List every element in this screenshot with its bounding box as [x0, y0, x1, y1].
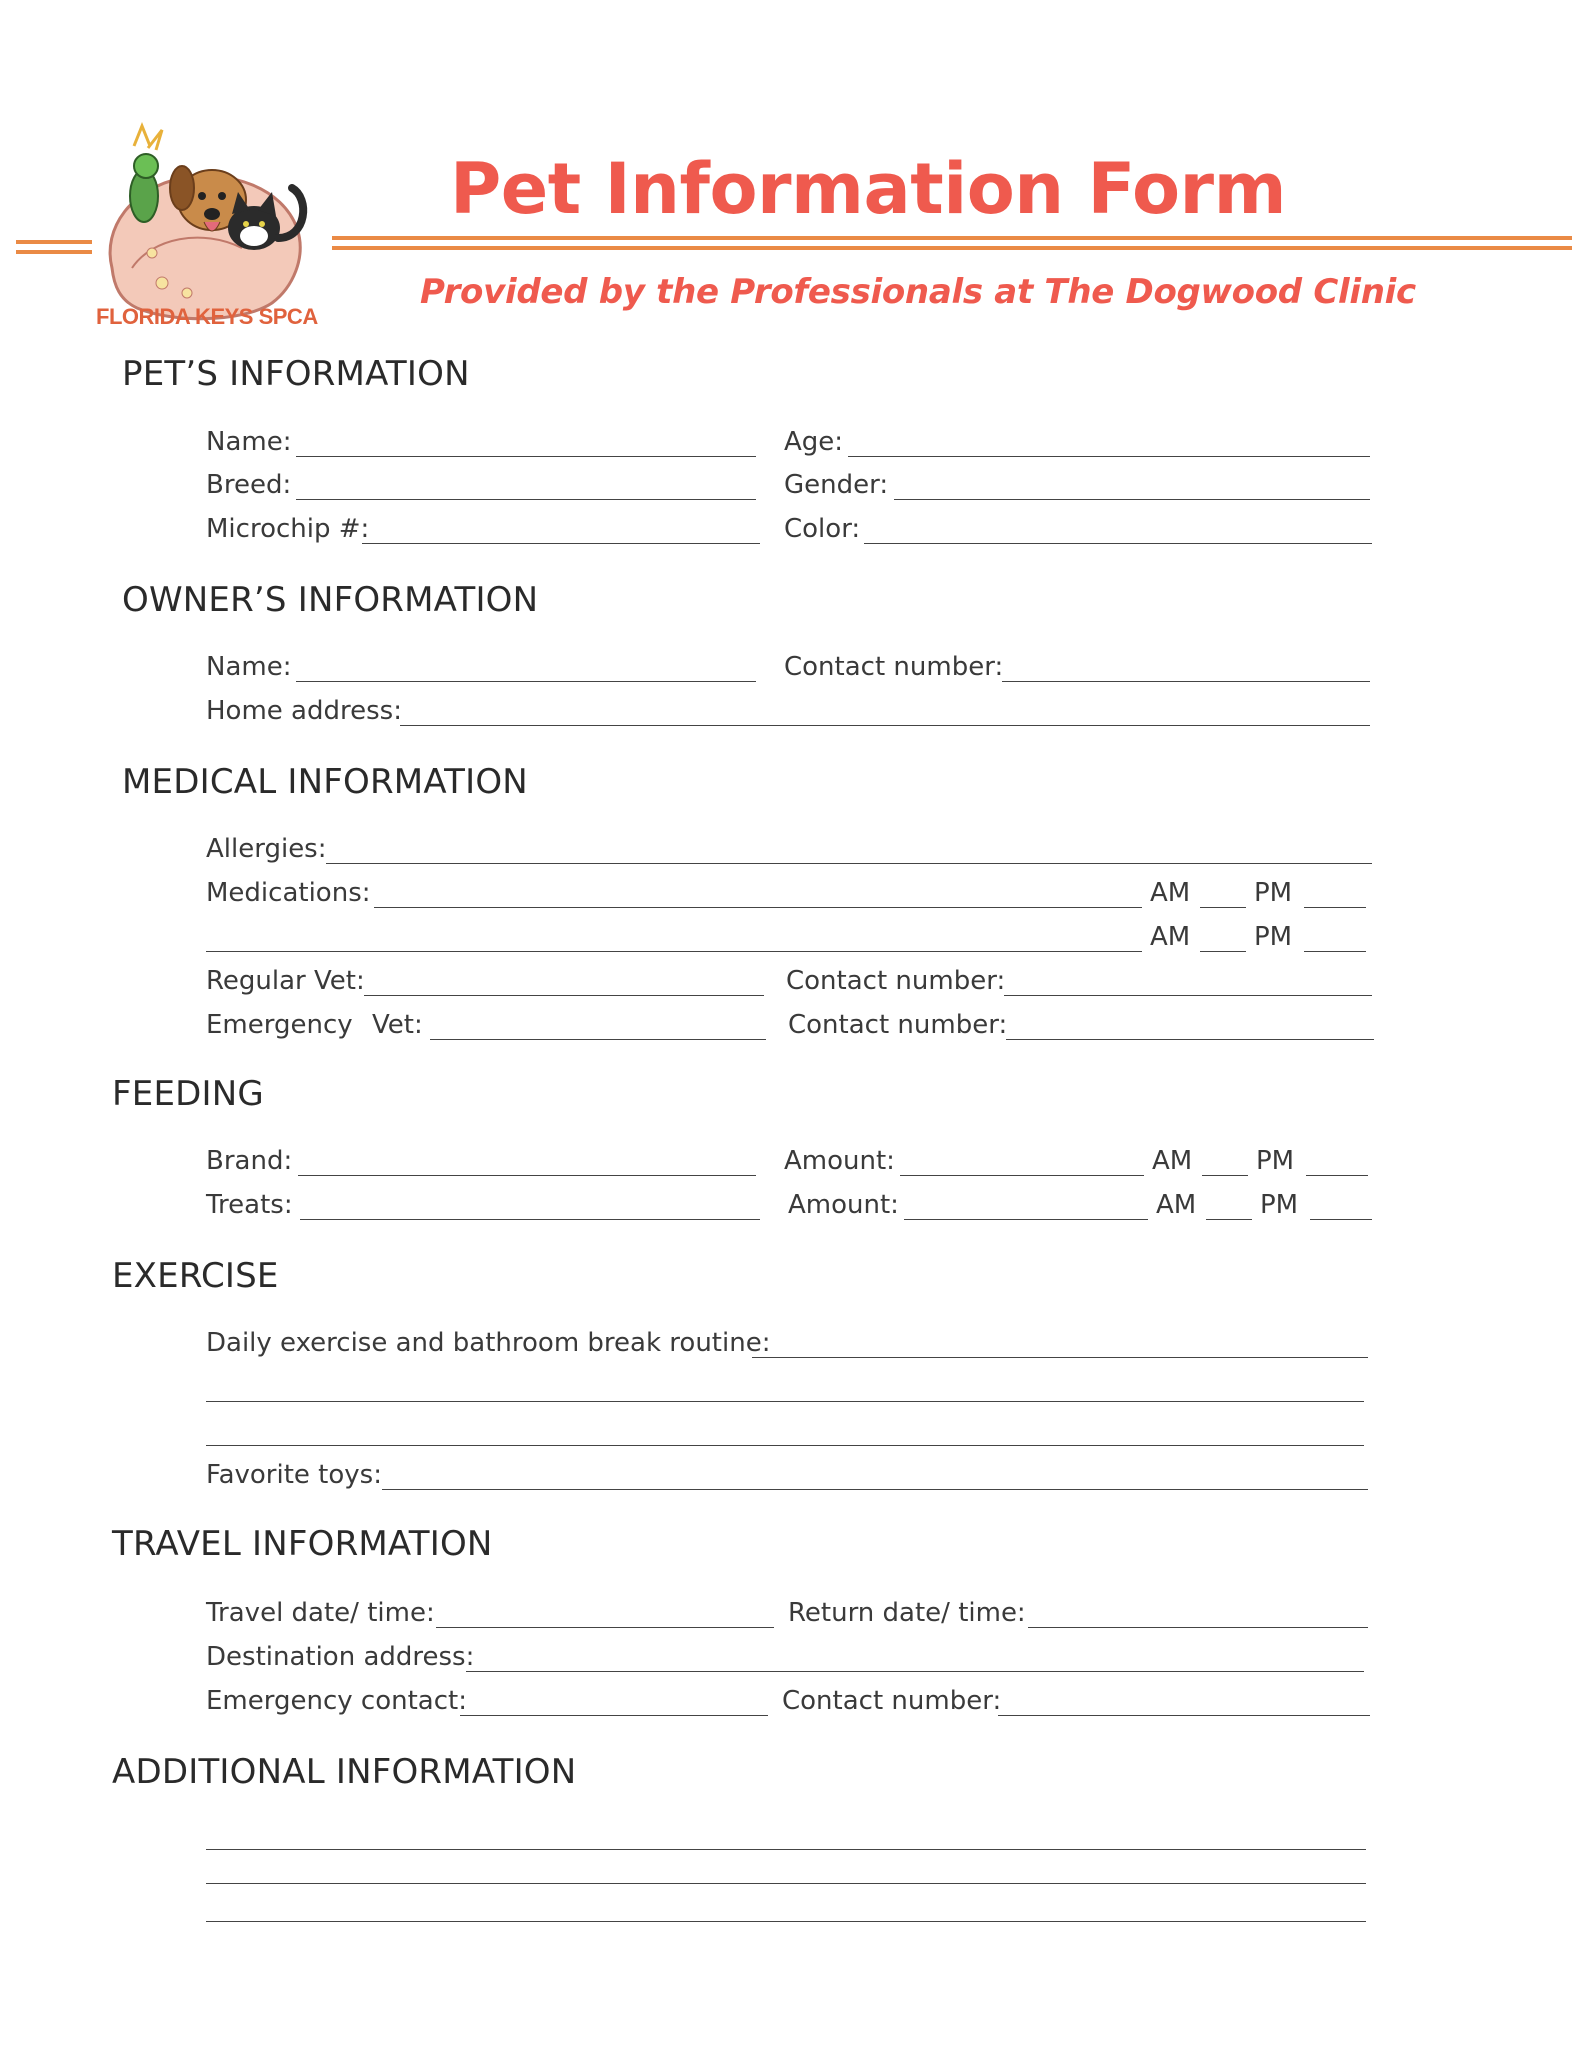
- travel-contact-label: Contact number:: [782, 1686, 1002, 1716]
- emergency-contact-field[interactable]: [460, 1715, 768, 1716]
- regular-vet-label: Regular Vet:: [206, 966, 365, 996]
- emergency-vet-label: Emergency: [206, 1010, 353, 1040]
- medication-pm-label-1: PM: [1254, 878, 1293, 908]
- pet-breed-field[interactable]: [296, 499, 756, 500]
- header-rule-right-2: [332, 246, 1572, 250]
- brand-label: Brand:: [206, 1146, 293, 1176]
- favorite-toys-label: Favorite toys:: [206, 1460, 382, 1490]
- header-rule-right-1: [332, 236, 1572, 240]
- pet-age-field[interactable]: [848, 456, 1370, 457]
- medications-field-2[interactable]: [206, 951, 1142, 952]
- medication-am-field-1[interactable]: [1200, 907, 1246, 908]
- treats-label: Treats:: [206, 1190, 293, 1220]
- pet-gender-field[interactable]: [894, 499, 1370, 500]
- treats-am-field[interactable]: [1206, 1219, 1252, 1220]
- allergies-label: Allergies:: [206, 834, 327, 864]
- medications-field-1[interactable]: [374, 907, 1142, 908]
- logo-text: FLORIDA KEYS SPCA: [96, 304, 318, 329]
- medication-am-label-1: AM: [1150, 878, 1191, 908]
- brand-am-field[interactable]: [1202, 1175, 1248, 1176]
- brand-pm-label: PM: [1256, 1146, 1295, 1176]
- allergies-field[interactable]: [326, 863, 1372, 864]
- brand-amount-field[interactable]: [900, 1175, 1144, 1176]
- header-rule-left-2: [16, 250, 92, 254]
- treats-amount-label: Amount:: [788, 1190, 899, 1220]
- additional-field-2[interactable]: [206, 1883, 1366, 1884]
- travel-date-field[interactable]: [436, 1627, 774, 1628]
- owner-name-label: Name:: [206, 652, 292, 682]
- medication-pm-field-2[interactable]: [1304, 951, 1366, 952]
- exercise-routine-field-3[interactable]: [206, 1445, 1364, 1446]
- pet-name-label: Name:: [206, 427, 292, 457]
- travel-contact-field[interactable]: [998, 1715, 1370, 1716]
- brand-field[interactable]: [298, 1175, 756, 1176]
- medication-am-label-2: AM: [1150, 922, 1191, 952]
- treats-field[interactable]: [300, 1219, 760, 1220]
- section-heading-exercise: EXERCISE: [112, 1256, 279, 1296]
- regular-vet-field[interactable]: [364, 995, 764, 996]
- pet-color-field[interactable]: [864, 543, 1372, 544]
- section-heading-medical: MEDICAL INFORMATION: [122, 762, 528, 802]
- brand-am-label: AM: [1152, 1146, 1193, 1176]
- owner-name-field[interactable]: [296, 681, 756, 682]
- emergency-contact-label: Emergency contact:: [206, 1686, 467, 1716]
- brand-amount-label: Amount:: [784, 1146, 895, 1176]
- owner-address-field[interactable]: [400, 725, 1370, 726]
- additional-field-3[interactable]: [206, 1921, 1366, 1922]
- emergency-vet-label-2: Vet:: [372, 1010, 423, 1040]
- destination-label: Destination address:: [206, 1642, 475, 1672]
- pet-breed-label: Breed:: [206, 470, 292, 500]
- owner-contact-label: Contact number:: [784, 652, 1004, 682]
- medications-label: Medications:: [206, 878, 371, 908]
- pet-microchip-field[interactable]: [362, 543, 760, 544]
- treats-amount-field[interactable]: [904, 1219, 1148, 1220]
- pet-microchip-label: Microchip #:: [206, 514, 370, 544]
- regular-vet-contact-label: Contact number:: [786, 966, 1006, 996]
- return-date-field[interactable]: [1028, 1627, 1368, 1628]
- section-heading-pet: PET’S INFORMATION: [122, 354, 470, 394]
- section-heading-feeding: FEEDING: [112, 1074, 264, 1114]
- owner-contact-field[interactable]: [1002, 681, 1370, 682]
- section-heading-additional: ADDITIONAL INFORMATION: [112, 1752, 577, 1792]
- emergency-vet-field[interactable]: [430, 1039, 766, 1040]
- page-subtitle: Provided by the Professionals at The Dogwood Clinic: [420, 272, 1416, 312]
- pet-color-label: Color:: [784, 514, 861, 544]
- medication-am-field-2[interactable]: [1200, 951, 1246, 952]
- pet-age-label: Age:: [784, 427, 844, 457]
- header-rule-left-1: [16, 240, 92, 244]
- section-heading-travel: TRAVEL INFORMATION: [112, 1524, 493, 1564]
- brand-pm-field[interactable]: [1306, 1175, 1368, 1176]
- regular-vet-contact-field[interactable]: [1004, 995, 1372, 996]
- treats-pm-field[interactable]: [1310, 1219, 1372, 1220]
- treats-pm-label: PM: [1260, 1190, 1299, 1220]
- return-date-label: Return date/ time:: [788, 1598, 1026, 1628]
- treats-am-label: AM: [1156, 1190, 1197, 1220]
- exercise-routine-field-1[interactable]: [752, 1357, 1368, 1358]
- exercise-routine-field-2[interactable]: [206, 1401, 1364, 1402]
- travel-date-label: Travel date/ time:: [206, 1598, 435, 1628]
- emergency-vet-contact-field[interactable]: [1006, 1039, 1374, 1040]
- pet-name-field[interactable]: [296, 456, 756, 457]
- exercise-routine-label: Daily exercise and bathroom break routine:: [206, 1328, 771, 1358]
- emergency-vet-contact-label: Contact number:: [788, 1010, 1008, 1040]
- medication-pm-label-2: PM: [1254, 922, 1293, 952]
- page-title: Pet Information Form: [450, 148, 1287, 230]
- destination-field[interactable]: [466, 1671, 1364, 1672]
- additional-field-1[interactable]: [206, 1849, 1366, 1850]
- section-heading-owner: OWNER’S INFORMATION: [122, 580, 539, 620]
- pet-gender-label: Gender:: [784, 470, 889, 500]
- owner-address-label: Home address:: [206, 696, 402, 726]
- medication-pm-field-1[interactable]: [1304, 907, 1366, 908]
- favorite-toys-field[interactable]: [382, 1489, 1368, 1490]
